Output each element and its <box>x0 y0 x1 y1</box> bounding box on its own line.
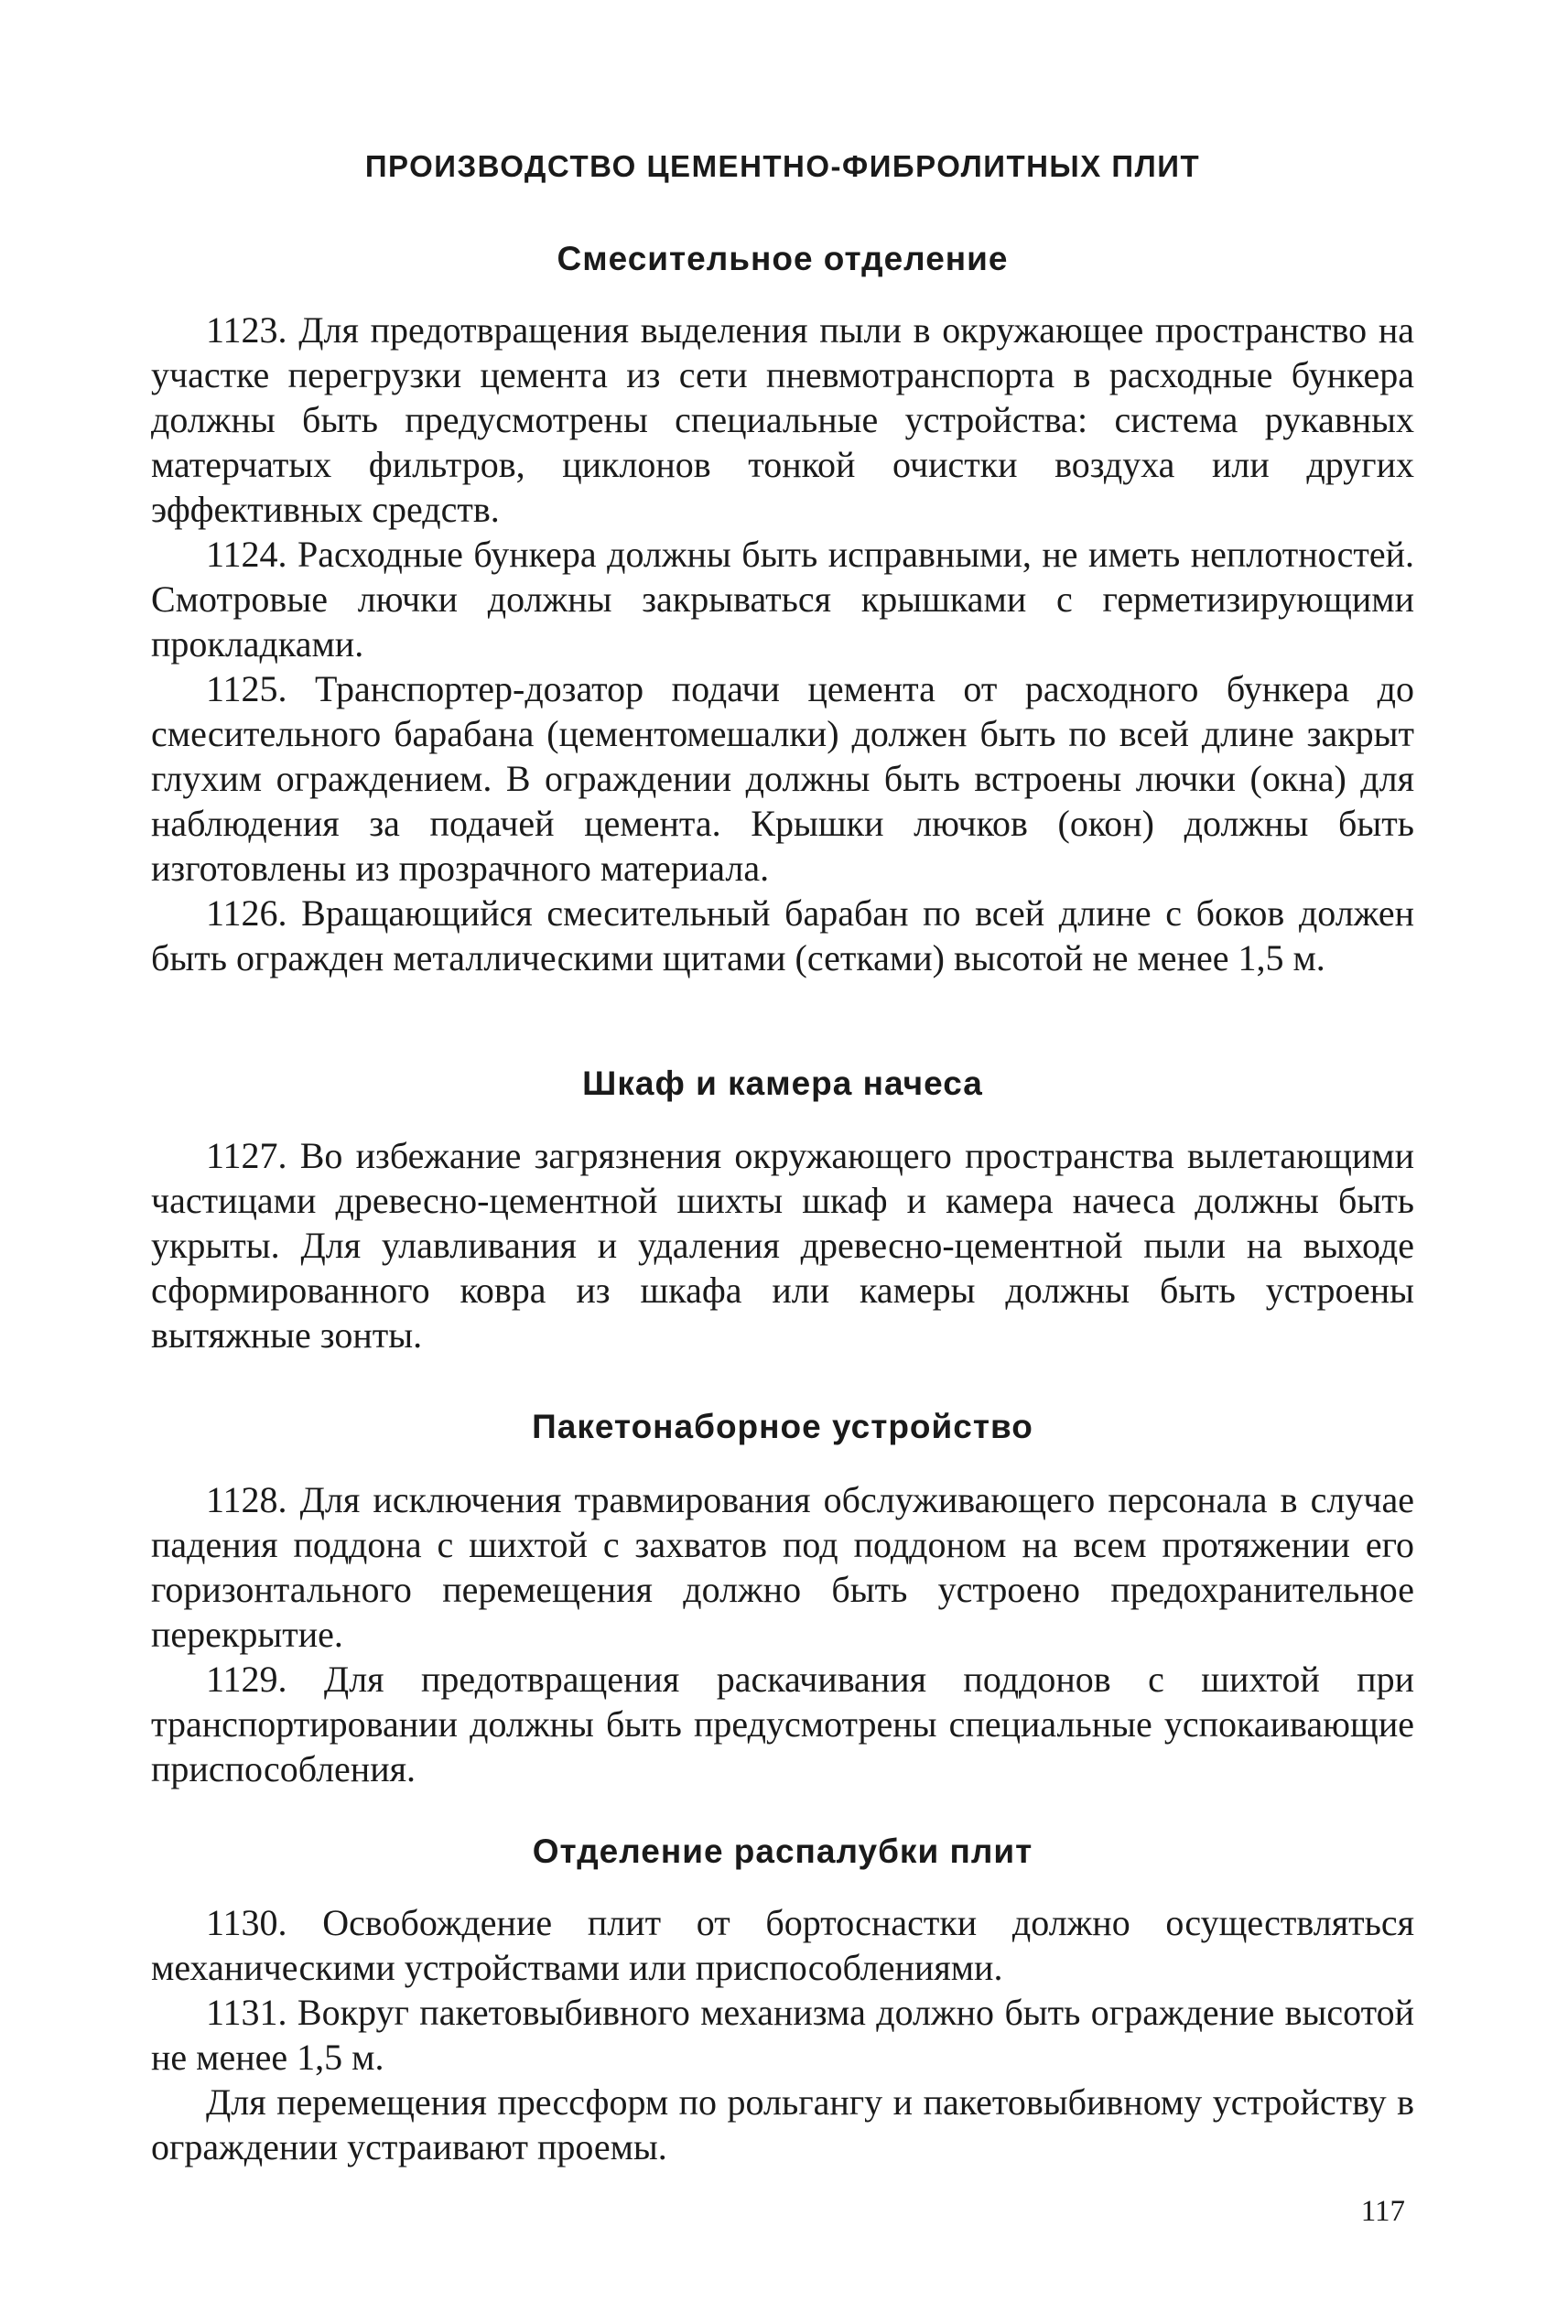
section-heading-cabinet: Шкаф и камера начеса <box>582 1065 983 1102</box>
paragraph-1126: 1126. Вращающийся смесительный барабан по всей длине с боков должен быть огражден металлическими щитами (сетками) высотой не менее 1,5 м. <box>151 892 1414 978</box>
paragraph-1127: 1127. Во избежание загрязнения окружающего пространства вылетающими частицами древесно-цементной шихты шкаф и камера начеса должны быть укрыты. Для улавливания и удаления древесно-цементной пыли на выходе сформированного ковра из шкафа или камеры должны быть устроены вытяжные зонты. <box>151 1135 1414 1356</box>
section-body-stacker <box>151 1477 1414 1791</box>
section-body-mixing <box>151 308 1414 980</box>
section-body-cabinet <box>151 1133 1414 1357</box>
paragraph-1123: 1123. Для предотвращения выделения пыли в окружающее пространство на участке перегрузки цемента из сети пневмотранспорта в расходные бункера должны быть предусмотрены специальные устройства: система рукавных матерчатых фильтров, циклонов тонкой очистки воздуха или других эффективных средств. <box>151 309 1414 530</box>
paragraph-openings: Для перемещения прессформ по рольгангу и пакетовыбивному устройству в ограждении устраивают проемы. <box>151 2081 1414 2167</box>
paragraph-1129: 1129. Для предотвращения раскачивания поддонов с шихтой при транспортировании должны быть предусмотрены специальные успокаивающие приспособления. <box>151 1659 1414 1789</box>
paragraph-1125: 1125. Транспортер-дозатор подачи цемента от расходного бункера до смесительного барабана (цементомешалки) должен быть по всей длине закрыт глухим ограждением. В ограждении должны быть встроены лючки (окна) для наблюдения за подачей цемента. Крышки лючков (окон) должны быть изготовлены из прозрачного материала. <box>151 668 1414 889</box>
paragraph-1130: 1130. Освобождение плит от бортоснастки должно осуществляться механическими устройствами или приспособлениями. <box>151 1902 1414 1988</box>
section-body-demolding <box>151 1900 1414 2169</box>
section-heading-stacker: Пакетонаборное устройство <box>532 1408 1033 1445</box>
paragraph-1128: 1128. Для исключения травмирования обслуживающего персонала в случае падения поддона с шихтой с захватов под поддоном на всем протяжении его горизонтального перемещения должно быть устроено предохранительное перекрытие. <box>151 1479 1414 1655</box>
document-page <box>151 0 1414 2324</box>
section-heading-mixing: Смесительное отделение <box>557 240 1009 277</box>
page-title: ПРОИЗВОДСТВО ЦЕМЕНТНО-ФИБРОЛИТНЫХ ПЛИТ <box>364 149 1201 183</box>
section-heading-demolding: Отделение распалубки плит <box>532 1832 1033 1870</box>
paragraph-1124: 1124. Расходные бункера должны быть исправными, не иметь неплотностей. Смотровые лючки должны закрываться крышками с герметизирующими прокладками. <box>151 534 1414 665</box>
paragraph-1131: 1131. Вокруг пакетовыбивного механизма должно быть ограждение высотой не менее 1,5 м. <box>151 1992 1414 2078</box>
page-number: 117 <box>1360 2195 1405 2228</box>
